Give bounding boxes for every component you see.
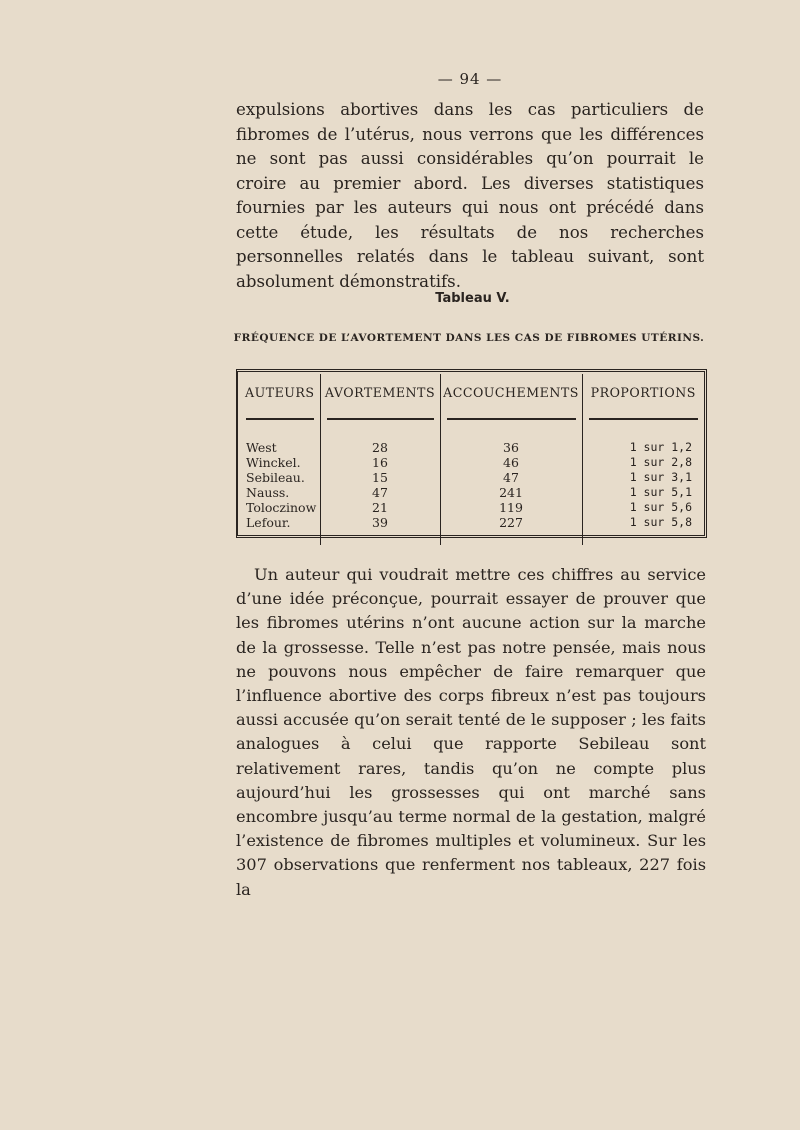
author-cell: Toloczinow: [246, 500, 317, 515]
author-cell: Nauss.: [246, 485, 290, 500]
author-cell: West: [246, 440, 277, 455]
table-header-row: [240, 374, 704, 410]
header-births: ACCOUCHEMENTS: [440, 374, 582, 410]
births-cell: 47: [440, 470, 582, 485]
table-row: [240, 515, 704, 530]
header-abortions: AVORTEMENTS: [320, 374, 440, 410]
proportion-cell: 1 sur 5,1: [582, 485, 704, 500]
abortions-cell: 21: [320, 500, 440, 515]
author-cell: Sebileau.: [246, 470, 305, 485]
abortions-cell: 16: [320, 455, 440, 470]
paragraph-discussion-text: Un auteur qui voudrait mettre ces chiffres au service d’une idée préconçue, pourrait essayer de prouver que les fibromes utérins n’ont aucune action sur la marche de la grossesse. Telle n’est pas notre pensée, mais nous ne pouvons nous empêcher de faire remarquer que l’influence abortive des corps fibreux n’est pas toujours aussi accusée qu’on serait tenté de le supposer ; les faits analogues à celui que rapporte Sebileau sont relativement rares, tandis qu’on ne compte plus aujourd’hui les grossesses qui ont marché sans encombre jusqu’au terme normal de la gestation, malgré l’existence de fibromes multiples et volumineux. Sur les 307 observations que renferment nos tableaux, 227 fois la: [236, 565, 706, 899]
rule-cell: [440, 410, 582, 425]
births-cell: 227: [440, 515, 582, 530]
births-cell: 119: [440, 500, 582, 515]
table-row: [240, 455, 704, 470]
rule-cell: [240, 410, 320, 425]
author-cell: Lefour.: [246, 515, 291, 530]
table-row: [240, 500, 704, 515]
proportion-cell: 1 sur 5,8: [582, 515, 704, 530]
proportion-cell: 1 sur 5,6: [582, 500, 704, 515]
paragraph-intro: expulsions abortives dans les cas particuliers de fibromes de l’utérus, nous verrons que les différences ne sont pas aussi considérables qu’on pourrait le croire au premier abord. Les diverses statistiques fournies par les auteurs qui nous ont précédé dans cette étude, les résultats de nos recherches personnelles relatés dans le tableau suivant, sont absolument démonstratifs.: [236, 100, 704, 291]
proportion-cell: 1 sur 3,1: [582, 470, 704, 485]
paragraph-discussion: [236, 563, 706, 902]
frequency-table: [240, 374, 704, 545]
table-caption: FRÉQUENCE DE L’AVORTEMENT DANS LES CAS DE FIBROMES UTÉRINS.: [233, 332, 705, 344]
header-proportions: PROPORTIONS: [582, 374, 704, 410]
rule-cell: [320, 410, 440, 425]
abortions-cell: 47: [320, 485, 440, 500]
table-row: [240, 470, 704, 485]
table-row: [240, 440, 704, 455]
author-cell: Winckel.: [246, 455, 301, 470]
header-authors: AUTEURS: [244, 384, 315, 400]
births-cell: 36: [440, 440, 582, 455]
page-number: — 94 —: [437, 70, 503, 88]
proportion-cell: 1 sur 2,8: [582, 455, 704, 470]
births-cell: 241: [440, 485, 582, 500]
header-rule-row: [240, 410, 704, 425]
abortions-cell: 15: [320, 470, 440, 485]
abortions-cell: 39: [320, 515, 440, 530]
spacer-row: [240, 425, 704, 440]
births-cell: 46: [440, 455, 582, 470]
rule-cell: [582, 410, 704, 425]
abortions-cell: 28: [320, 440, 440, 455]
spacer-row: [240, 530, 704, 545]
table-row: [240, 485, 704, 500]
proportion-cell: 1 sur 1,2: [582, 440, 704, 455]
table-title: Tableau V.: [435, 291, 510, 306]
